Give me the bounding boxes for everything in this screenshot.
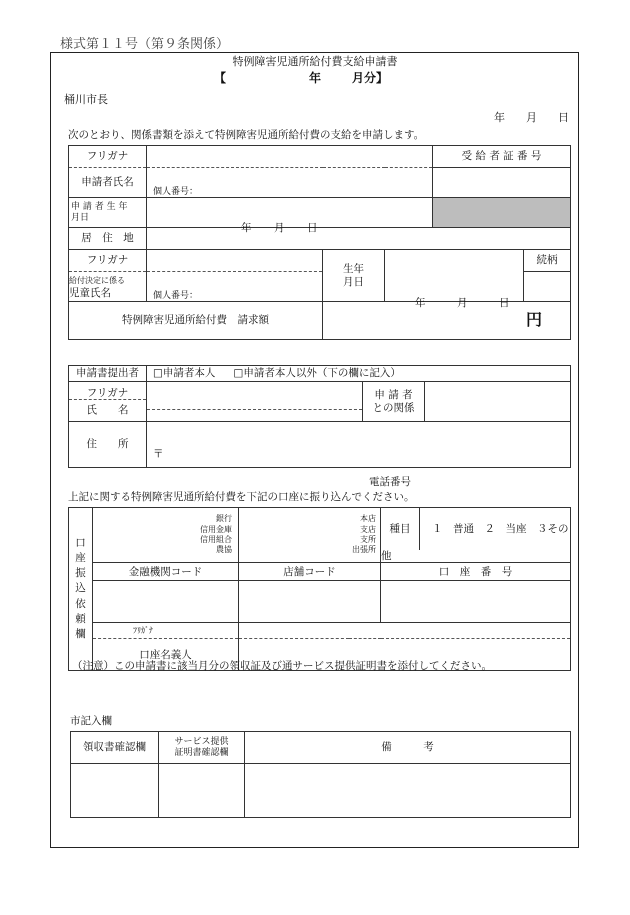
account-number-boxes[interactable] xyxy=(381,581,571,623)
applicant-name-label: 申請者氏名 xyxy=(69,168,147,198)
relation-to-applicant-field[interactable] xyxy=(425,382,571,422)
submitter-name-label: フリガナ 氏 名 xyxy=(69,382,147,422)
date-month: 月 xyxy=(526,111,537,124)
furigana-field[interactable] xyxy=(147,146,433,168)
intro-text: 次のとおり、関係書類を添えて特例障害児通所給付費の支給を申請します。 xyxy=(68,129,425,141)
claim-amount-label: 特例障害児通所給付費 請求額 xyxy=(69,302,323,340)
cert-number-boxes[interactable] xyxy=(433,168,571,198)
remarks-label: 備 考 xyxy=(245,732,571,764)
furigana2-label: フリガナ xyxy=(69,250,147,272)
bank-code-boxes[interactable] xyxy=(93,581,239,623)
transfer-side-label: 口 座 振 込 依 頼 欄 xyxy=(69,508,93,671)
holder-furigana-label: ﾌﾘｶﾞﾅ xyxy=(93,623,239,639)
account-kind-field[interactable]: 種目 １ 普通 ２ 当座 ３その他 xyxy=(381,508,571,563)
submitter-address-label: 住 所 xyxy=(69,422,147,468)
child-furigana-field[interactable] xyxy=(147,250,323,272)
child-name-label: 給付決定に係る 児童氏名 xyxy=(69,272,147,302)
note: （注意）この申請書に該当月分の領収証及び通サービス提供証明書を添付してください。 xyxy=(72,660,492,672)
cert-number-label: 受 給 者 証 番 号 xyxy=(433,146,571,168)
child-birth-label: 生年 月日 xyxy=(323,250,385,302)
bank-table xyxy=(68,507,571,671)
date-day: 日 xyxy=(558,111,569,124)
addressee: 桶川市長 xyxy=(64,93,108,106)
submitter-options[interactable]: □申請者本人 □申請者本人以外（下の欄に記入） xyxy=(147,366,571,382)
shaded-cell xyxy=(433,198,571,228)
branch-name-field[interactable]: 本店 支店 支所 出張所 xyxy=(239,508,381,563)
claim-amount-field[interactable]: 円 xyxy=(323,302,571,340)
applicant-birth-field[interactable]: 年 月 日 xyxy=(147,198,433,228)
address-field[interactable] xyxy=(147,228,571,250)
holder-label: 口座名義人 xyxy=(93,639,239,671)
submitter-address-field[interactable]: 〒 電話番号 xyxy=(147,422,571,468)
child-birth-field[interactable]: 年 月 日 xyxy=(385,250,524,302)
applicant-name-field[interactable] xyxy=(147,168,433,198)
submitter-name-field[interactable] xyxy=(147,382,363,422)
bank-code-label: 金融機関コード xyxy=(93,563,239,581)
subtitle-year: 年 xyxy=(309,71,322,85)
furigana-label: フリガナ xyxy=(69,146,147,168)
service-check-field[interactable] xyxy=(159,764,245,818)
form-title: 特例障害児通所給付費支給申請書 xyxy=(232,55,398,68)
form-number: 様式第１１号（第９条関係） xyxy=(60,37,230,52)
applicant-birth-label: 申 請 者 生 年 月日 xyxy=(69,198,147,228)
address-label: 居 住 地 xyxy=(69,228,147,250)
branch-code-boxes[interactable] xyxy=(239,581,381,623)
applicant-table xyxy=(68,145,571,340)
child-name-field[interactable]: 個人番号： xyxy=(147,272,323,302)
subtitle-bracket: 【 xyxy=(214,71,227,85)
city-section-label: 市記入欄 xyxy=(70,715,112,727)
holder-furigana-field[interactable] xyxy=(239,623,571,639)
remarks-field[interactable] xyxy=(245,764,571,818)
branch-code-label: 店舗コード xyxy=(239,563,381,581)
account-number-label: 口 座 番 号 xyxy=(381,563,571,581)
relation-label: 続柄 xyxy=(524,250,571,272)
relation-field[interactable] xyxy=(524,272,571,302)
submitter-table xyxy=(68,365,571,488)
bank-name-field[interactable]: 銀行 信用金庫 信用組合 農協 xyxy=(93,508,239,563)
submitter-label: 申請書提出者 xyxy=(69,366,147,382)
city-table xyxy=(70,731,571,818)
transfer-intro: 上記に関する特例障害児通所給付費を下記の口座に振り込んでください。 xyxy=(68,491,415,503)
service-check-label: サービス提供 証明書確認欄 xyxy=(159,732,245,764)
receipt-check-label: 領収書確認欄 xyxy=(71,732,159,764)
date-year: 年 xyxy=(494,111,505,124)
relation-to-applicant-label: 申 請 者 との関係 xyxy=(363,382,425,422)
receipt-check-field[interactable] xyxy=(71,764,159,818)
subtitle-month: 月分】 xyxy=(352,71,389,85)
personal-number-label: 個人番号： xyxy=(153,186,199,197)
